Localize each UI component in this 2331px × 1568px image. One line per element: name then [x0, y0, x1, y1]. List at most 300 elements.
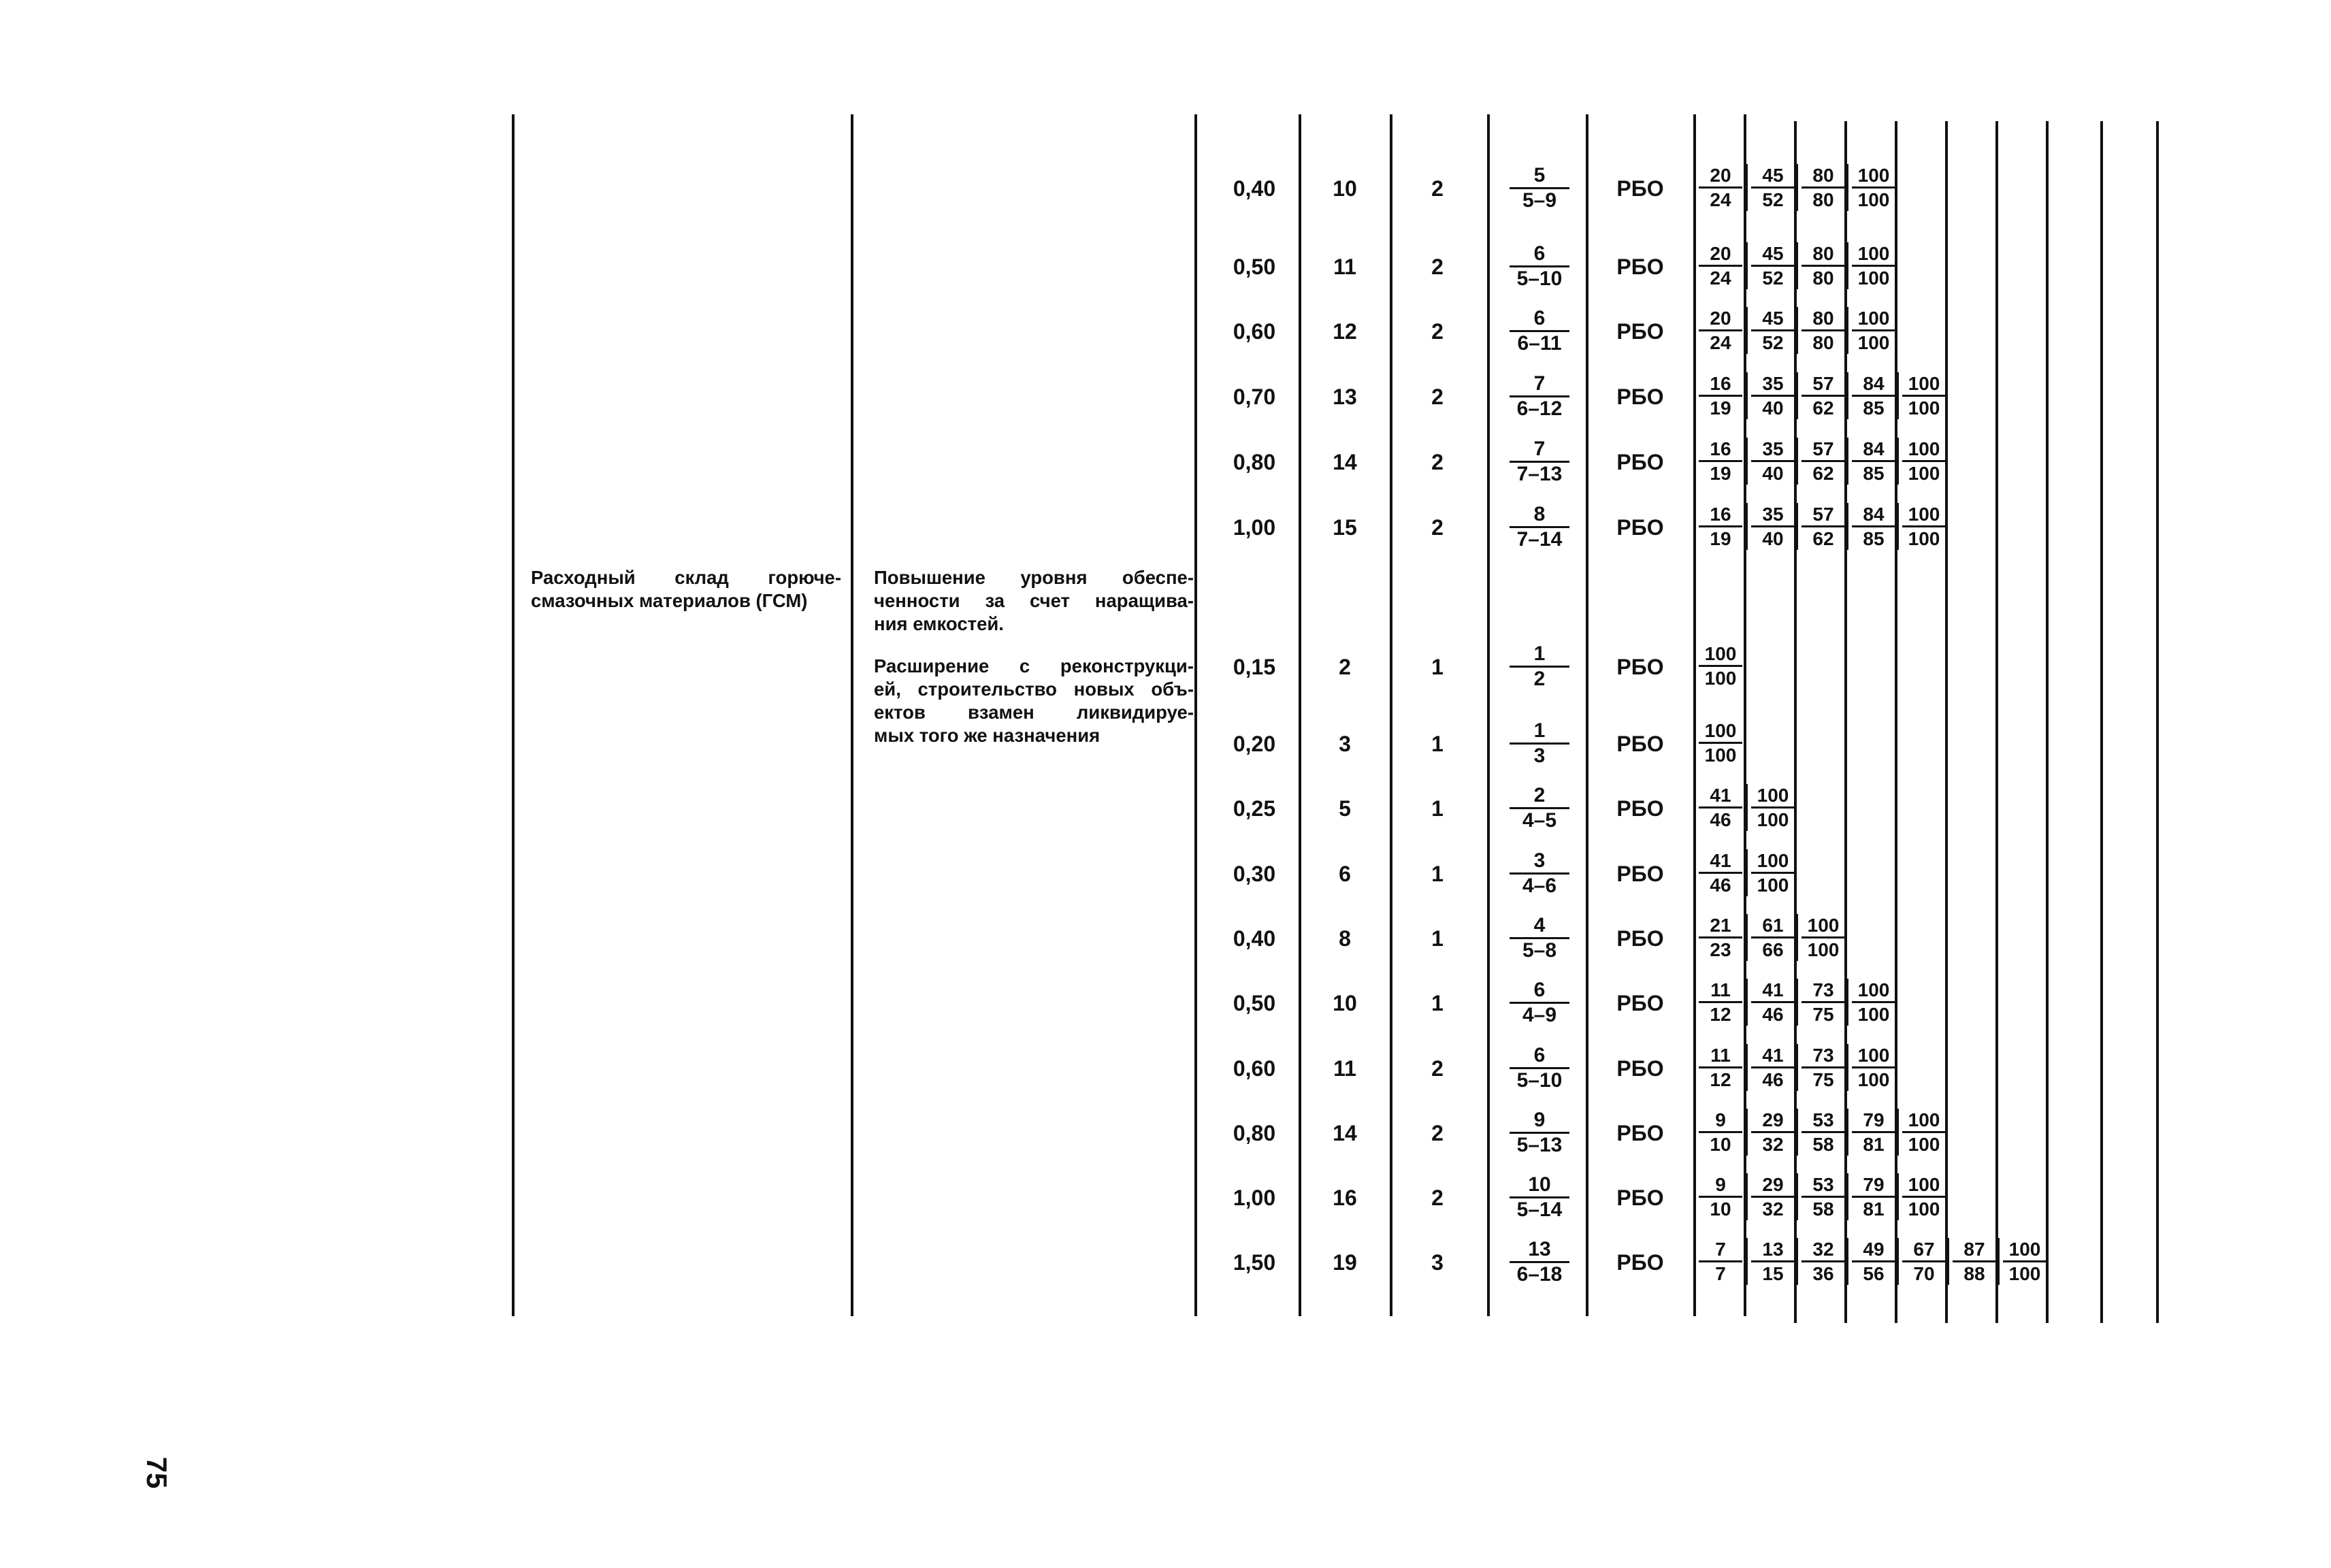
- percent-denominator: 19: [1710, 397, 1731, 419]
- percent-denominator: 81: [1863, 1198, 1885, 1220]
- percent-fraction: [1897, 372, 1949, 419]
- percent-numerator: 100: [1857, 308, 1890, 329]
- duration-fraction: [1507, 719, 1572, 768]
- percent-denominator: 70: [1913, 1263, 1935, 1284]
- percent-fraction: [1897, 1238, 1949, 1285]
- percent-fraction: [1695, 503, 1746, 550]
- percent-numerator: 13: [1762, 1239, 1784, 1260]
- duration-fraction: [1507, 1109, 1572, 1157]
- percent-numerator: 100: [1908, 504, 1940, 525]
- percent-numerator: 57: [1812, 373, 1834, 394]
- organization-cell: РБО: [1616, 1186, 1664, 1210]
- percent-numerator: 11: [1710, 1045, 1731, 1066]
- percent-denominator: 66: [1762, 939, 1784, 960]
- capacity-cell: 0,20: [1233, 732, 1276, 756]
- organization-cell: РБО: [1616, 385, 1664, 409]
- percent-numerator: 100: [1704, 643, 1737, 664]
- percent-fraction: [1796, 1238, 1848, 1285]
- percent-denominator: 52: [1762, 267, 1784, 289]
- percent-fraction: [1796, 438, 1848, 485]
- object-name-line: Расходный склад горюче-: [531, 567, 841, 588]
- percent-numerator: 57: [1812, 504, 1834, 525]
- fraction-numerator: 7: [1533, 438, 1546, 460]
- duration-fraction: [1507, 1173, 1572, 1222]
- measure-text-2: [874, 655, 1194, 747]
- stage-cell: 1: [1431, 991, 1444, 1015]
- organization-cell: РБО: [1616, 1056, 1664, 1081]
- stage-cell: 2: [1431, 1186, 1444, 1210]
- percent-fraction: [1846, 1044, 1899, 1091]
- percent-denominator: 40: [1762, 397, 1784, 419]
- percent-numerator: 80: [1812, 165, 1834, 186]
- percent-fraction: [1695, 242, 1746, 289]
- percent-numerator: 100: [1857, 243, 1890, 264]
- percent-denominator: 40: [1762, 528, 1784, 549]
- percent-fraction: [1746, 979, 1798, 1026]
- percent-fraction: [1846, 372, 1899, 419]
- organization-cell: РБО: [1616, 255, 1664, 279]
- percent-denominator: 80: [1812, 332, 1834, 353]
- stage-cell: 2: [1431, 450, 1444, 474]
- percent-fraction: [1695, 719, 1746, 766]
- organization-cell: РБО: [1616, 515, 1664, 540]
- percent-fraction: [1746, 849, 1798, 896]
- percent-numerator: 49: [1863, 1239, 1885, 1260]
- percent-denominator: 24: [1710, 267, 1731, 289]
- measure-1-line: ния емкостей.: [874, 613, 1004, 634]
- fraction-numerator: 1: [1533, 719, 1546, 742]
- measure-2-line: ектов взамен ликвидируе-: [874, 702, 1194, 723]
- fraction-numerator: 6: [1533, 979, 1546, 1001]
- duration-fraction: [1507, 784, 1572, 832]
- percent-denominator: 46: [1762, 1004, 1784, 1025]
- percent-fraction: [1846, 1109, 1899, 1156]
- stage-cell: 1: [1431, 862, 1444, 886]
- percent-fraction: [1998, 1238, 2050, 1285]
- column-rule: [2046, 121, 2049, 1323]
- percent-denominator: 75: [1812, 1004, 1834, 1025]
- percent-numerator: 9: [1715, 1174, 1726, 1195]
- column-rule: [1487, 114, 1490, 1316]
- percent-numerator: 41: [1762, 1045, 1784, 1066]
- duration-fraction: [1507, 307, 1572, 355]
- percent-numerator: 45: [1762, 308, 1784, 329]
- percent-numerator: 100: [1908, 1174, 1940, 1195]
- organization-cell: РБО: [1616, 1250, 1664, 1275]
- capacity-cell: 0,40: [1233, 926, 1276, 951]
- percent-numerator: 35: [1762, 504, 1784, 525]
- percent-fraction: [1796, 372, 1848, 419]
- percent-numerator: 100: [1857, 979, 1890, 1000]
- percent-fraction: [1746, 372, 1798, 419]
- percent-numerator: 7: [1715, 1239, 1726, 1260]
- capacity-cell: 0,25: [1233, 796, 1276, 821]
- column-rule: [1390, 114, 1392, 1316]
- percent-denominator: 100: [1908, 528, 1940, 549]
- column-rule: [512, 114, 515, 1316]
- measure-1-line: Повышение уровня обеспе-: [874, 567, 1194, 588]
- column-rule: [851, 114, 853, 1316]
- percent-denominator: 100: [1704, 668, 1737, 689]
- percent-denominator: 100: [1857, 267, 1890, 289]
- percent-fraction: [1746, 1109, 1798, 1156]
- capacity-cell: 0,40: [1233, 176, 1276, 201]
- percent-numerator: 29: [1762, 1174, 1784, 1195]
- fraction-numerator: 13: [1528, 1238, 1551, 1260]
- count-cell: 16: [1333, 1186, 1357, 1210]
- percent-fraction: [1695, 1044, 1746, 1091]
- percent-numerator: 53: [1812, 1174, 1834, 1195]
- organization-cell: РБО: [1616, 732, 1664, 756]
- percent-denominator: 80: [1812, 267, 1834, 289]
- percent-fraction: [1746, 503, 1798, 550]
- percent-numerator: 100: [1757, 785, 1789, 806]
- organization-cell: РБО: [1616, 991, 1664, 1015]
- percent-numerator: 100: [1704, 720, 1737, 741]
- percent-fraction: [1796, 164, 1848, 211]
- organization-cell: РБО: [1616, 319, 1664, 344]
- percent-numerator: 67: [1913, 1239, 1935, 1260]
- percent-denominator: 32: [1762, 1198, 1784, 1220]
- fraction-numerator: 7: [1533, 372, 1546, 395]
- stage-cell: 2: [1431, 319, 1444, 344]
- percent-fraction: [1897, 438, 1949, 485]
- capacity-cell: 0,50: [1233, 991, 1276, 1015]
- percent-numerator: 21: [1710, 915, 1731, 936]
- percent-numerator: 41: [1710, 850, 1731, 871]
- percent-fraction: [1846, 1173, 1899, 1220]
- stage-cell: 1: [1431, 796, 1444, 821]
- organization-cell: РБО: [1616, 655, 1664, 679]
- fraction-denominator: 5–10: [1516, 267, 1563, 290]
- fraction-numerator: 6: [1533, 1044, 1546, 1066]
- percent-denominator: 62: [1812, 463, 1834, 484]
- count-cell: 5: [1339, 796, 1351, 821]
- duration-fraction: [1507, 242, 1572, 291]
- percent-fraction: [1846, 1238, 1899, 1285]
- percent-denominator: 19: [1710, 528, 1731, 549]
- percent-fraction: [1846, 307, 1899, 354]
- percent-denominator: 24: [1710, 332, 1731, 353]
- page-number: 75: [141, 1456, 173, 1489]
- organization-cell: РБО: [1616, 450, 1664, 474]
- percent-fraction: [1746, 784, 1798, 831]
- count-cell: 3: [1339, 732, 1351, 756]
- percent-numerator: 16: [1710, 438, 1731, 459]
- measure-2-line: ей, строительство новых объ-: [874, 679, 1194, 700]
- percent-fraction: [1695, 784, 1746, 831]
- percent-fraction: [1695, 914, 1746, 961]
- object-name: [531, 566, 841, 612]
- percent-numerator: 16: [1710, 373, 1731, 394]
- count-cell: 11: [1333, 1056, 1356, 1081]
- percent-denominator: 58: [1812, 1198, 1834, 1220]
- percent-denominator: 100: [2008, 1263, 2041, 1284]
- percent-fraction: [1947, 1238, 2000, 1285]
- percent-numerator: 80: [1812, 308, 1834, 329]
- percent-denominator: 40: [1762, 463, 1784, 484]
- percent-numerator: 87: [1963, 1239, 1985, 1260]
- fraction-numerator: 5: [1533, 164, 1546, 186]
- percent-fraction: [1746, 242, 1798, 289]
- organization-cell: РБО: [1616, 796, 1664, 821]
- stage-cell: 2: [1431, 515, 1444, 540]
- percent-fraction: [1796, 503, 1848, 550]
- capacity-cell: 0,80: [1233, 1121, 1276, 1145]
- percent-denominator: 75: [1812, 1069, 1834, 1090]
- percent-denominator: 100: [1704, 745, 1737, 766]
- percent-numerator: 9: [1715, 1109, 1726, 1130]
- column-rule: [2100, 121, 2103, 1323]
- capacity-cell: 0,60: [1233, 319, 1276, 344]
- measure-text-1: [874, 566, 1194, 636]
- fraction-denominator: 5–13: [1516, 1134, 1563, 1156]
- duration-fraction: [1507, 979, 1572, 1027]
- capacity-cell: 0,80: [1233, 450, 1276, 474]
- organization-cell: РБО: [1616, 176, 1664, 201]
- capacity-cell: 1,50: [1233, 1250, 1276, 1275]
- percent-fraction: [1796, 1109, 1848, 1156]
- fraction-denominator: 4–5: [1522, 809, 1557, 832]
- fraction-denominator: 4–9: [1522, 1004, 1557, 1026]
- percent-fraction: [1695, 1238, 1746, 1285]
- percent-denominator: 58: [1812, 1134, 1834, 1155]
- percent-denominator: 46: [1762, 1069, 1784, 1090]
- percent-numerator: 20: [1710, 308, 1731, 329]
- stage-cell: 1: [1431, 732, 1444, 756]
- percent-fraction: [1846, 164, 1899, 211]
- percent-numerator: 100: [1807, 915, 1840, 936]
- percent-fraction: [1796, 1173, 1848, 1220]
- count-cell: 15: [1333, 515, 1357, 540]
- percent-denominator: 12: [1710, 1004, 1731, 1025]
- count-cell: 12: [1333, 319, 1357, 344]
- percent-denominator: 100: [1908, 1198, 1940, 1220]
- percent-denominator: 100: [1757, 875, 1789, 896]
- percent-numerator: 100: [1857, 165, 1890, 186]
- percent-denominator: 32: [1762, 1134, 1784, 1155]
- count-cell: 14: [1333, 1121, 1357, 1145]
- count-cell: 11: [1333, 255, 1356, 279]
- duration-fraction: [1507, 372, 1572, 421]
- percent-fraction: [1746, 307, 1798, 354]
- stage-cell: 2: [1431, 385, 1444, 409]
- percent-denominator: 100: [1908, 1134, 1940, 1155]
- fraction-denominator: 6–18: [1516, 1263, 1563, 1286]
- fraction-numerator: 6: [1533, 242, 1546, 265]
- percent-fraction: [1746, 914, 1798, 961]
- percent-fraction: [1695, 372, 1746, 419]
- percent-denominator: 81: [1863, 1134, 1885, 1155]
- duration-fraction: [1507, 1044, 1572, 1092]
- fraction-numerator: 2: [1533, 784, 1546, 806]
- percent-denominator: 52: [1762, 332, 1784, 353]
- column-rule: [1995, 121, 1998, 1323]
- percent-numerator: 45: [1762, 165, 1784, 186]
- percent-numerator: 79: [1863, 1174, 1885, 1195]
- percent-denominator: 62: [1812, 528, 1834, 549]
- organization-cell: РБО: [1616, 926, 1664, 951]
- percent-numerator: 100: [1908, 438, 1940, 459]
- percent-fraction: [1695, 307, 1746, 354]
- count-cell: 10: [1333, 991, 1357, 1015]
- count-cell: 2: [1339, 655, 1351, 679]
- stage-cell: 2: [1431, 255, 1444, 279]
- percent-denominator: 62: [1812, 397, 1834, 419]
- percent-denominator: 100: [1908, 397, 1940, 419]
- percent-fraction: [1746, 1238, 1798, 1285]
- percent-numerator: 41: [1762, 979, 1784, 1000]
- column-rule: [1299, 114, 1301, 1316]
- percent-denominator: 24: [1710, 189, 1731, 210]
- organization-cell: РБО: [1616, 862, 1664, 886]
- column-rule: [1194, 114, 1197, 1316]
- percent-denominator: 46: [1710, 809, 1731, 830]
- percent-numerator: 57: [1812, 438, 1834, 459]
- percent-numerator: 84: [1863, 438, 1885, 459]
- fraction-numerator: 10: [1528, 1173, 1551, 1196]
- percent-numerator: 16: [1710, 504, 1731, 525]
- measure-2-line: Расширение с реконструкци-: [874, 655, 1194, 676]
- percent-fraction: [1897, 1109, 1949, 1156]
- fraction-denominator: 4–6: [1522, 875, 1557, 897]
- percent-numerator: 61: [1762, 915, 1784, 936]
- percent-denominator: 100: [1757, 809, 1789, 830]
- column-rule: [2156, 121, 2159, 1323]
- stage-cell: 3: [1431, 1250, 1444, 1275]
- fraction-numerator: 6: [1533, 307, 1546, 329]
- percent-fraction: [1695, 438, 1746, 485]
- percent-denominator: 80: [1812, 189, 1834, 210]
- fraction-numerator: 1: [1533, 642, 1546, 665]
- percent-numerator: 53: [1812, 1109, 1834, 1130]
- percent-numerator: 73: [1812, 1045, 1834, 1066]
- percent-denominator: 52: [1762, 189, 1784, 210]
- count-cell: 19: [1333, 1250, 1357, 1275]
- capacity-cell: 0,15: [1233, 655, 1276, 679]
- fraction-denominator: 5–10: [1516, 1069, 1563, 1092]
- percent-fraction: [1796, 1044, 1848, 1091]
- percent-numerator: 84: [1863, 504, 1885, 525]
- fraction-numerator: 8: [1533, 503, 1546, 525]
- percent-denominator: 100: [1807, 939, 1840, 960]
- percent-fraction: [1846, 503, 1899, 550]
- percent-fraction: [1846, 438, 1899, 485]
- percent-denominator: 88: [1963, 1263, 1985, 1284]
- percent-denominator: 85: [1863, 528, 1885, 549]
- stage-cell: 1: [1431, 655, 1444, 679]
- percent-fraction: [1796, 307, 1848, 354]
- percent-fraction: [1695, 1109, 1746, 1156]
- stage-cell: 2: [1431, 1056, 1444, 1081]
- percent-numerator: 35: [1762, 438, 1784, 459]
- fraction-numerator: 3: [1533, 849, 1546, 872]
- percent-fraction: [1796, 979, 1848, 1026]
- duration-fraction: [1507, 849, 1572, 898]
- percent-fraction: [1695, 1173, 1746, 1220]
- percent-denominator: 56: [1863, 1263, 1885, 1284]
- percent-denominator: 100: [1857, 1004, 1890, 1025]
- stage-cell: 1: [1431, 926, 1444, 951]
- percent-denominator: 100: [1857, 1069, 1890, 1090]
- percent-denominator: 15: [1762, 1263, 1784, 1284]
- percent-numerator: 11: [1710, 979, 1731, 1000]
- duration-fraction: [1507, 914, 1572, 962]
- duration-fraction: [1507, 642, 1572, 691]
- percent-denominator: 46: [1710, 875, 1731, 896]
- organization-cell: РБО: [1616, 1121, 1664, 1145]
- percent-numerator: 100: [1857, 1045, 1890, 1066]
- percent-numerator: 20: [1710, 165, 1731, 186]
- percent-denominator: 100: [1908, 463, 1940, 484]
- percent-fraction: [1897, 1173, 1949, 1220]
- percent-numerator: 100: [1908, 373, 1940, 394]
- count-cell: 6: [1339, 862, 1351, 886]
- duration-fraction: [1507, 503, 1572, 551]
- percent-fraction: [1897, 503, 1949, 550]
- percent-denominator: 100: [1857, 189, 1890, 210]
- duration-fraction: [1507, 1238, 1572, 1286]
- object-name-line: смазочных материалов (ГСМ): [531, 590, 808, 611]
- measure-2-line: мых того же назначения: [874, 725, 1101, 746]
- count-cell: 13: [1333, 385, 1357, 409]
- percent-fraction: [1846, 242, 1899, 289]
- fraction-denominator: 3: [1533, 745, 1546, 767]
- stage-cell: 2: [1431, 1121, 1444, 1145]
- percent-denominator: 12: [1710, 1069, 1731, 1090]
- fraction-denominator: 5–14: [1516, 1198, 1563, 1221]
- capacity-cell: 0,60: [1233, 1056, 1276, 1081]
- measure-1-line: ченности за счет наращива-: [874, 590, 1194, 611]
- capacity-cell: 1,00: [1233, 1186, 1276, 1210]
- percent-numerator: 79: [1863, 1109, 1885, 1130]
- percent-fraction: [1746, 1044, 1798, 1091]
- percent-fraction: [1695, 642, 1746, 689]
- percent-numerator: 41: [1710, 785, 1731, 806]
- capacity-cell: 0,70: [1233, 385, 1276, 409]
- percent-numerator: 35: [1762, 373, 1784, 394]
- percent-denominator: 7: [1715, 1263, 1726, 1284]
- percent-numerator: 29: [1762, 1109, 1784, 1130]
- count-cell: 8: [1339, 926, 1351, 951]
- fraction-denominator: 5–9: [1522, 189, 1557, 212]
- percent-denominator: 85: [1863, 463, 1885, 484]
- capacity-cell: 0,30: [1233, 862, 1276, 886]
- percent-fraction: [1695, 979, 1746, 1026]
- count-cell: 10: [1333, 176, 1357, 201]
- fraction-denominator: 7–13: [1516, 463, 1563, 485]
- percent-denominator: 85: [1863, 397, 1885, 419]
- fraction-numerator: 4: [1533, 914, 1546, 936]
- percent-fraction: [1695, 849, 1746, 896]
- fraction-denominator: 2: [1533, 668, 1546, 690]
- percent-fraction: [1746, 1173, 1798, 1220]
- percent-numerator: 32: [1812, 1239, 1834, 1260]
- percent-numerator: 80: [1812, 243, 1834, 264]
- percent-denominator: 100: [1857, 332, 1890, 353]
- count-cell: 14: [1333, 450, 1357, 474]
- percent-numerator: 45: [1762, 243, 1784, 264]
- percent-denominator: 19: [1710, 463, 1731, 484]
- fraction-denominator: 5–8: [1522, 939, 1557, 962]
- percent-fraction: [1746, 164, 1798, 211]
- percent-fraction: [1796, 914, 1848, 961]
- capacity-cell: 0,50: [1233, 255, 1276, 279]
- percent-numerator: 100: [1757, 850, 1789, 871]
- percent-denominator: 36: [1812, 1263, 1834, 1284]
- percent-fraction: [1746, 438, 1798, 485]
- percent-denominator: 10: [1710, 1198, 1731, 1220]
